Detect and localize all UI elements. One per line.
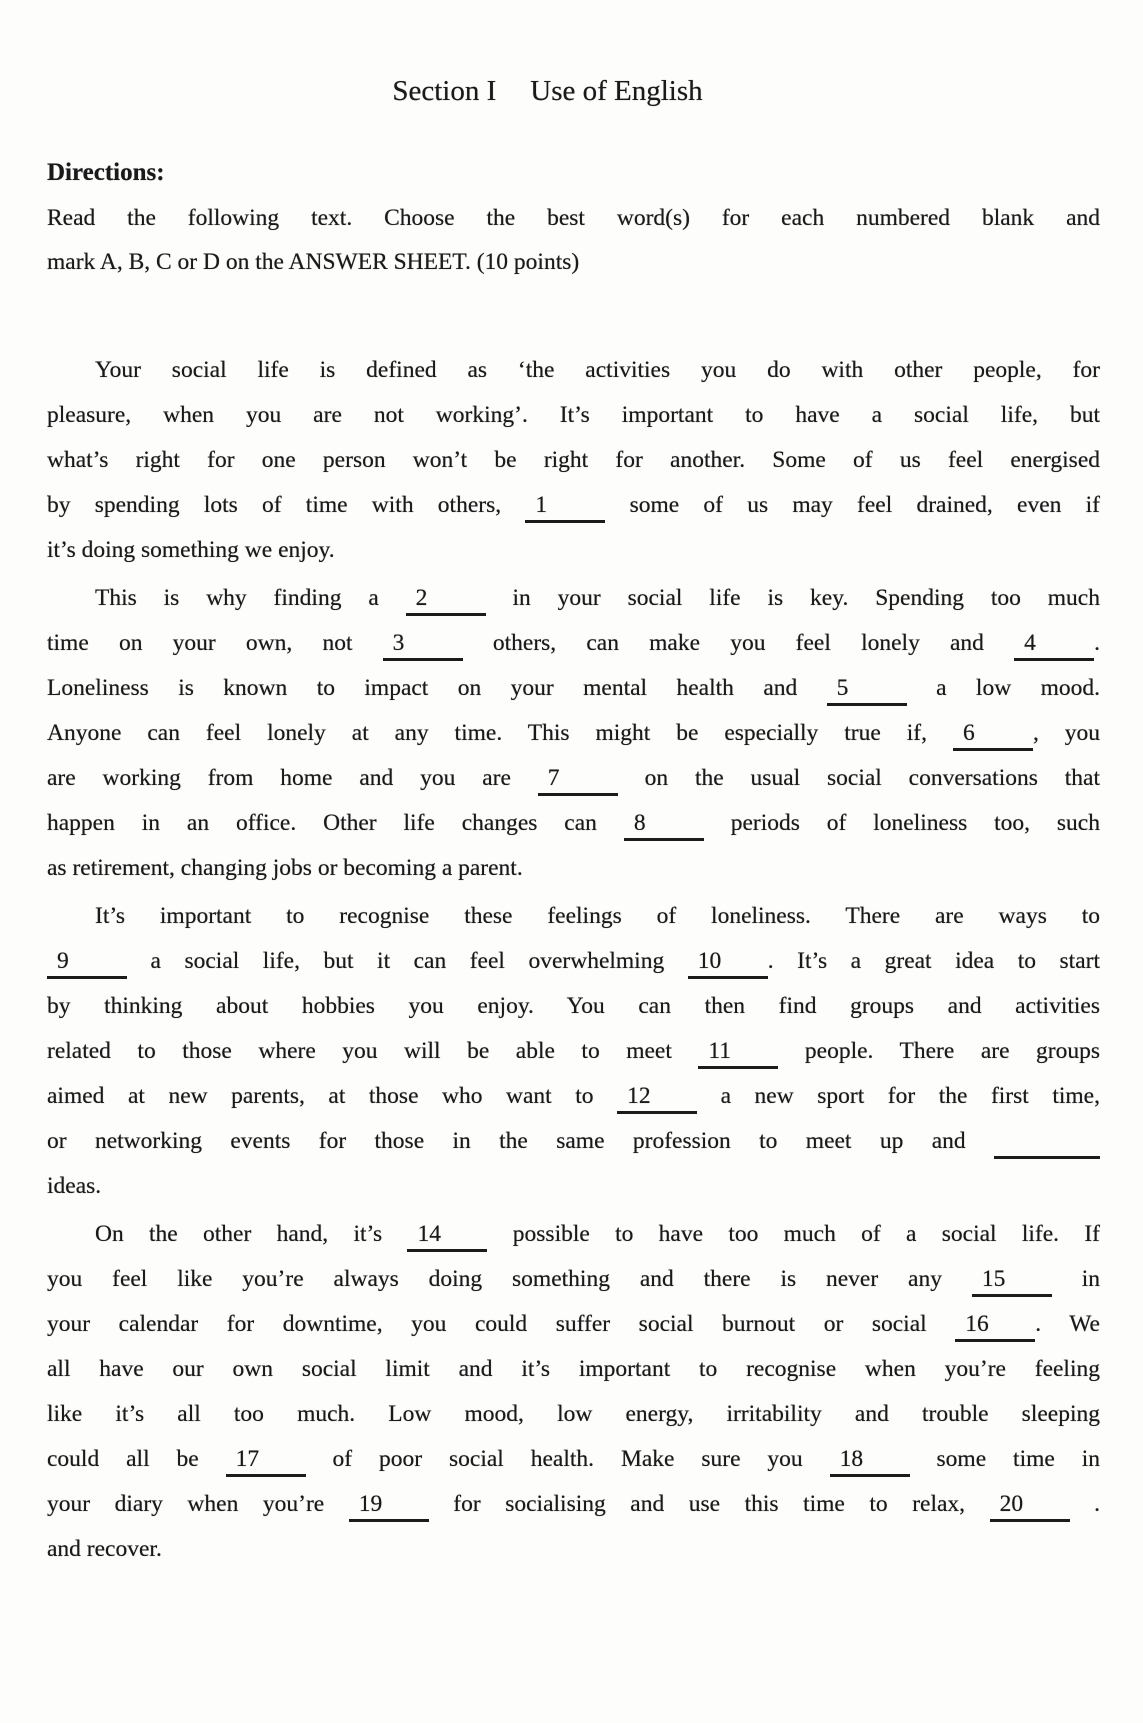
text-line: all have our own social limit and it’s important to recognise when you’re feeling [47,1356,1100,1382]
text-line: it’s doing something we enjoy. [47,537,335,563]
text-line: like it’s all too much. Low mood, low energy, irritability and trouble sleeping [47,1401,1100,1427]
blank-2: 2 [406,584,486,616]
text-line: It’s important to recognise these feelings of loneliness. There are ways to [95,903,1100,929]
blank-16: 16 [955,1310,1035,1342]
blank-19: 19 [349,1490,429,1522]
blank-5: 5 [827,674,907,706]
text-line: by thinking about hobbies you enjoy. You can then find groups and activities [47,993,1100,1019]
text-line: aimed at new parents, at those who want to 12 a new sport for the first time, [47,1074,1100,1119]
text-line: your diary when you’re 19 for socialising and use this time to relax, 20 . [47,1482,1100,1527]
blank-1: 1 [525,491,605,523]
blank-18: 18 [830,1445,910,1477]
blank-17: 17 [226,1445,306,1477]
blank-20: 20 [990,1490,1070,1522]
blank-7: 7 [538,764,618,796]
text-line: as retirement, changing jobs or becoming a parent. [47,855,523,881]
paragraph [47,1212,1100,1572]
paragraph [47,348,1100,573]
section-title-part2: Use of English [530,75,703,107]
blank-12: 12 [617,1082,697,1114]
text-line: This is why finding a 2 in your social life is key. Spending too much [47,576,1100,621]
section-title [21,74,1074,108]
blank-15: 15 [972,1265,1052,1297]
text-line: you feel like you’re always doing something and there is never any 15 in [47,1257,1100,1302]
text-line: pleasure, when you are not working’. It’s important to have a social life, but [47,402,1100,428]
paragraph [47,894,1100,1209]
text-line: Your social life is defined as ‘the activities you do with other people, for [95,357,1100,383]
text-line: what’s right for one person won’t be right for another. Some of us feel energised [47,447,1100,473]
blank-10: 10 [688,947,768,979]
text-line: are working from home and you are 7 on the usual social conversations that [47,756,1100,801]
passage [47,348,1100,1572]
blank-8: 8 [624,809,704,841]
text-line: Read the following text. Choose the best word(s) for each numbered blank and [47,205,1100,231]
blank-3: 3 [383,629,463,661]
directions-text [47,196,1100,284]
text-line: 9 a social life, but it can feel overwhelming 10 . It’s a great idea to start [47,939,1100,984]
text-line: time on your own, not 3 others, can make you feel lonely and 4 . [47,621,1100,666]
text-line: happen in an office. Other life changes can 8 periods of loneliness too, such [47,801,1100,846]
blank-9: 9 [47,947,127,979]
text-line: related to those where you will be able to meet 11 people. There are groups [47,1029,1100,1074]
text-line: On the other hand, it’s 14 possible to have too much of a social life. If [47,1212,1100,1257]
directions-heading: Directions: [47,159,165,186]
text-line: could all be 17 of poor social health. Make sure you 18 some time in [47,1437,1100,1482]
section-title-part1: Section I [392,75,497,107]
text-line: Anyone can feel lonely at any time. This might be especially true if, 6 , you [47,711,1100,756]
text-line: mark A, B, C or D on the ANSWER SHEET. (10 points) [47,249,580,275]
blank-14: 14 [407,1220,487,1252]
blank-4: 4 [1014,629,1094,661]
text-line: ideas. [47,1173,102,1199]
blank-6: 6 [953,719,1033,751]
text-line: Loneliness is known to impact on your mental health and 5 a low mood. [47,666,1100,711]
blank-unnumbered [994,1127,1100,1159]
text-line: and recover. [47,1536,162,1562]
text-line: or networking events for those in the same profession to meet up and [47,1119,1100,1164]
blank-11: 11 [698,1037,778,1069]
paragraph [47,576,1100,891]
text-line: your calendar for downtime, you could suffer social burnout or social 16 . We [47,1302,1100,1347]
text-line: by spending lots of time with others, 1 some of us may feel drained, even if [47,483,1100,528]
